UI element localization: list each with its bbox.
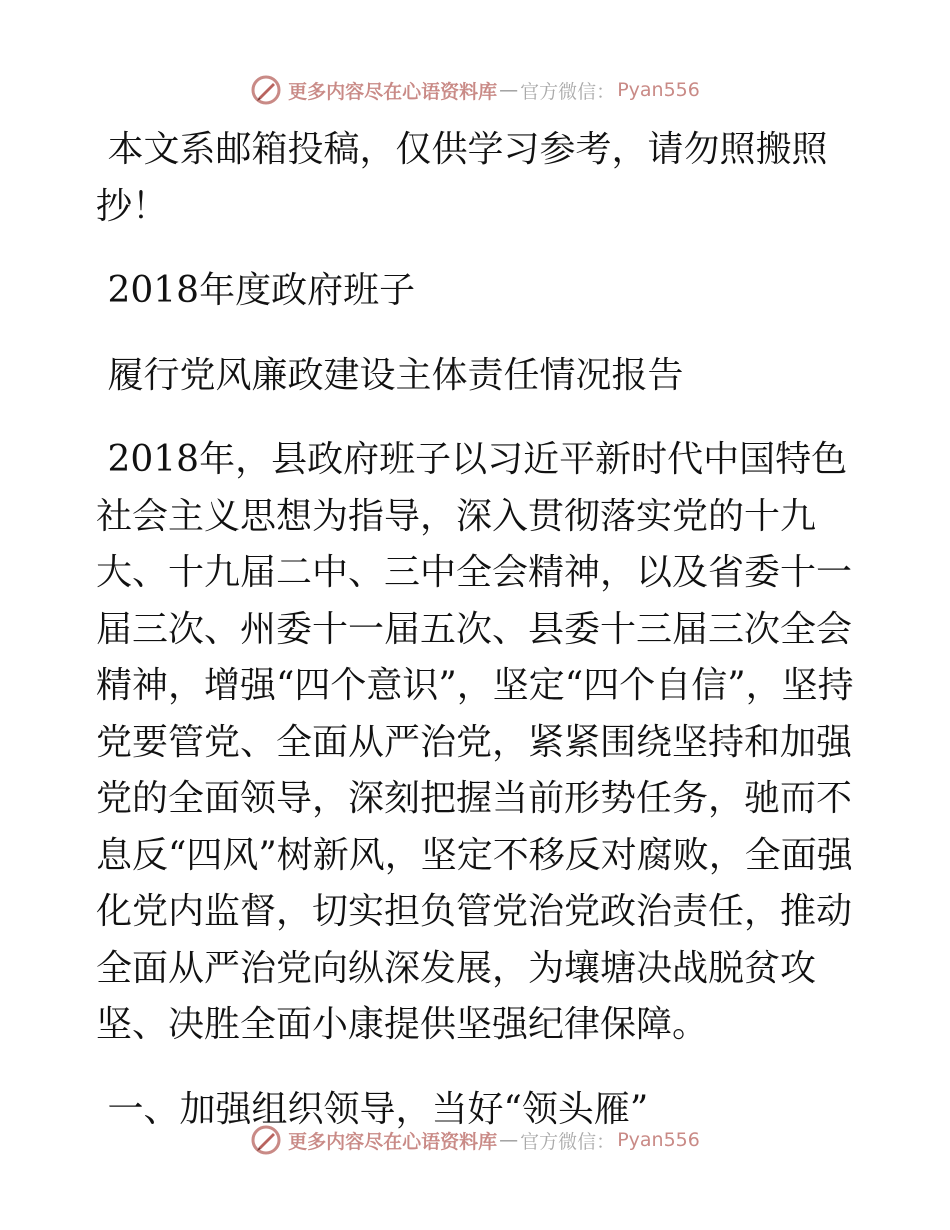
watermark-wechat-id: Pyan556 bbox=[617, 1129, 700, 1151]
section-heading: 一、加强组织领导，当好“领头雁” bbox=[96, 1088, 649, 1130]
document-title-line1: 2018年度政府班子 bbox=[96, 270, 416, 311]
watermark-separator: — bbox=[499, 1129, 519, 1151]
watermark-text bbox=[288, 1127, 700, 1154]
document-title-line2: 履行党风廉政建设主体责任情况报告 bbox=[96, 354, 684, 396]
watermark-wechat-label: 官方微信： bbox=[520, 80, 616, 103]
watermark-text bbox=[288, 77, 700, 104]
watermark-separator: — bbox=[499, 79, 519, 101]
watermark-wechat-id: Pyan556 bbox=[617, 79, 700, 101]
watermark-main-text: 更多内容尽在心语资料库 bbox=[288, 80, 498, 103]
disclaimer-text: 本文系邮箱投稿，仅供学习参考，请勿照搬照抄！ bbox=[96, 129, 828, 227]
watermark-wechat-label: 官方微信： bbox=[520, 1130, 616, 1153]
body-paragraph: 2018年，县政府班子以习近平新时代中国特色社会主义思想为指导，深入贯彻落实党的十九大、十九届二中、三中全会精神，以及省委十一届三次、州委十一届五次、县委十三届三次全会精神，增强“四个意识”，坚定“四个自信”，坚持党要管党、全面从严治党，紧紧围绕坚持和加强党的全面领导，深刻把握当前形势任务，驰而不息反“四风”树新风，坚定不移反对腐败，全面强化党内监督，切实担负管党治党政治责任，推动全面从严治党向纵深发展，为壤塘决战脱贫攻坚、决胜全面小康提供坚强纪律保障。 bbox=[96, 439, 854, 1045]
document-body bbox=[96, 122, 856, 1138]
watermark-banner-top bbox=[0, 70, 950, 110]
quill-pen-logo-icon bbox=[250, 1124, 282, 1156]
watermark-main-text: 更多内容尽在心语资料库 bbox=[288, 1130, 498, 1153]
watermark-banner-bottom bbox=[0, 1120, 950, 1160]
quill-pen-logo-icon bbox=[250, 74, 282, 106]
